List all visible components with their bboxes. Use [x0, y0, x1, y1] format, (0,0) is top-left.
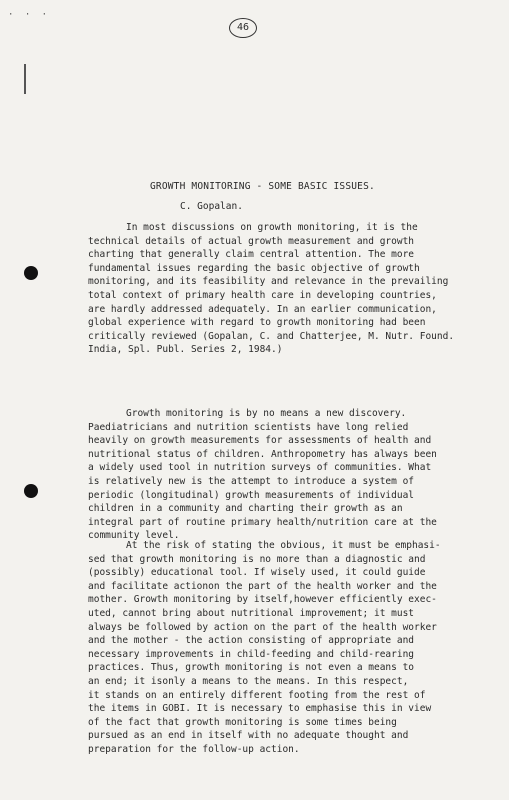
text-line: children in a community and charting their growth as an: [88, 503, 403, 515]
text-line: (possibly) educational tool. If wisely used, it could guide: [88, 567, 426, 579]
margin-mark: [24, 64, 26, 94]
text-line: and facilitate actionon the part of the health worker and the: [88, 580, 437, 592]
page-number: 46: [229, 18, 257, 38]
text-line: mother. Growth monitoring by itself,however efficiently exec-: [88, 594, 437, 606]
punch-hole-icon: [24, 484, 38, 498]
text-line: fundamental issues regarding the basic objective of growth: [88, 262, 420, 274]
text-line: monitoring, and its feasibility and relevance in the prevailing: [88, 276, 449, 288]
text-line: preparation for the follow-up action.: [88, 743, 300, 755]
text-line: total context of primary health care in developing countries,: [88, 289, 437, 301]
corner-specks: · · ·: [8, 10, 51, 20]
text-line: of the fact that growth monitoring is some times being: [88, 716, 397, 728]
text-line: heavily on growth measurements for assessments of health and: [88, 435, 432, 447]
text-line: the items in GOBI. It is necessary to emphasise this in view: [88, 703, 432, 715]
paragraph-1: [88, 221, 468, 357]
document-title: GROWTH MONITORING - SOME BASIC ISSUES.: [150, 181, 375, 192]
text-line: uted, cannot bring about nutritional improvement; it must: [88, 607, 415, 619]
text-line: pursued as an end in itself with no adequate thought and: [88, 730, 409, 742]
text-line: periodic (longitudinal) growth measurements of individual: [88, 489, 415, 501]
text-line: charting that generally claim central attention. The more: [88, 249, 415, 261]
text-line: At the risk of stating the obvious, it must be emphasi-: [126, 540, 441, 551]
text-line: global experience with regard to growth monitoring had been: [88, 317, 426, 329]
text-line: technical details of actual growth measurement and growth: [88, 235, 415, 247]
author-name: C. Gopalan.: [180, 201, 243, 212]
text-line: practices. Thus, growth monitoring is not even a means to: [88, 662, 415, 674]
paragraph-2: [88, 407, 468, 543]
text-line: an end; it isonly a means to the means. In this respect,: [88, 675, 409, 687]
text-line: community level.: [88, 530, 180, 542]
text-line: sed that growth monitoring is no more than a diagnostic and: [88, 553, 426, 565]
text-line: and the mother - the action consisting of appropriate and: [88, 635, 415, 647]
text-line: are hardly addressed adequately. In an earlier communication,: [88, 303, 437, 315]
punch-hole-icon: [24, 266, 38, 280]
text-line: necessary improvements in child-feeding and child-rearing: [88, 648, 415, 660]
text-line: integral part of routine primary health/nutrition care at the: [88, 516, 437, 528]
text-line: is relatively new is the attempt to introduce a system of: [88, 475, 415, 487]
text-line: Growth monitoring is by no means a new discovery.: [126, 408, 407, 419]
text-line: India, Spl. Publ. Series 2, 1984.): [88, 344, 283, 356]
text-line: always be followed by action on the part of the health worker: [88, 621, 437, 633]
text-line: it stands on an entirely different footing from the rest of: [88, 689, 426, 701]
text-line: Paediatricians and nutrition scientists have long relied: [88, 421, 409, 433]
paragraph-3: [88, 539, 468, 757]
text-line: critically reviewed (Gopalan, C. and Chatterjee, M. Nutr. Found.: [88, 330, 455, 342]
text-line: a widely used tool in nutrition surveys of communities. What: [88, 462, 432, 474]
text-line: nutritional status of children. Anthropometry has always been: [88, 448, 437, 460]
text-line: In most discussions on growth monitoring, it is the: [126, 222, 418, 233]
